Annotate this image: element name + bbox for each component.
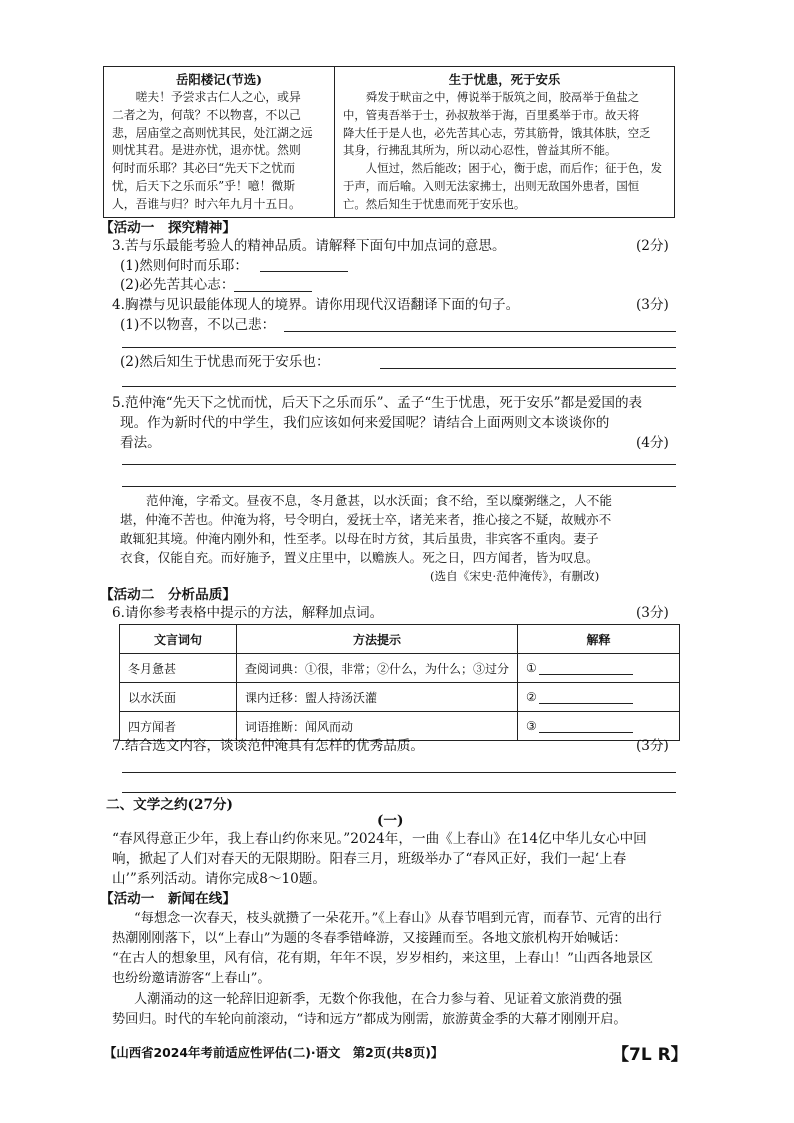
- passage-line-4: 衣食，仅能自充。而好施予，置义庄里中，以赡族人。死之日，四方闻者，皆为叹息。: [120, 550, 599, 565]
- q7-answer-line-1[interactable]: [122, 772, 676, 773]
- table-row: [120, 654, 680, 683]
- shengyuyouhuan-column: [335, 67, 674, 217]
- table-cell-phrase: 以水沃面: [120, 683, 237, 712]
- passage-line-3: 敢辄犯其境。仲淹内刚外和，性至孝。以母在时方贫，其后虽贵，非宾客不重肉。妻子: [120, 531, 599, 546]
- q5-line-3: 看法。: [120, 435, 161, 451]
- passage-source: (选自《宋史·范仲淹传》，有删改): [430, 569, 600, 583]
- q5-answer-line-1[interactable]: [122, 464, 676, 465]
- footer-code: 【7L R】: [612, 1045, 688, 1065]
- q3-answer-line-1[interactable]: [260, 271, 348, 272]
- shengyuyouhuan-title: 生于忧患，死于安乐: [448, 72, 561, 87]
- table-cell-answer[interactable]: ②: [518, 683, 680, 712]
- q3-answer-line-2[interactable]: [234, 291, 312, 292]
- footer-info: 【山西省2024年考前适应性评估(二)·语文 第2页(共8页)】: [104, 1045, 444, 1060]
- q7-score: (3分): [636, 738, 669, 754]
- table-cell-phrase: 四方闻者: [120, 712, 237, 741]
- section2-sub: (一): [377, 813, 404, 829]
- answer-line[interactable]: [539, 690, 633, 704]
- q4-text: 4.胸襟与见识最能体现人的境界。请你用现代汉语翻译下面的句子。: [112, 297, 520, 313]
- q4-score: (3分): [636, 297, 669, 313]
- q5-score: (4分): [636, 435, 669, 451]
- table-header-cell: 文言词句: [120, 625, 237, 654]
- activity2-heading: 【活动二 分析品质】: [100, 587, 236, 603]
- table-cell-phrase: 冬月惫甚: [120, 654, 237, 683]
- section2-intro-1: “春风得意正少年，我上春山约你来见。”2024年，一曲《上春山》在14亿中华儿女心中回: [112, 831, 647, 847]
- yueyanglouji-text: 嗟夫！予尝求古仁人之心，或异 二者之为，何哉？不以物喜，不以己 悲，居庙堂之高则忧其民，处江湖之远 则忧其君。是进亦忧，退亦忧。然则 何时而乐耶？其必曰“先天下之忧而 忧，后天下之乐而乐”乎！噫！微斯 人，吾谁与归？时六年九月十五日。: [112, 90, 313, 211]
- reading-texts-box: [103, 66, 675, 218]
- news-line-1: “每想念一次春天，枝头就攒了一朵花开。”《上春山》从春节唱到元宵，而春节、元宵的出行: [134, 911, 662, 926]
- table-cell-hint: 课内迁移：盥人持汤沃灌: [237, 683, 518, 712]
- q5-answer-line-2[interactable]: [122, 486, 676, 487]
- yueyanglouji-column: [104, 67, 334, 217]
- answer-line[interactable]: [539, 661, 633, 675]
- q6-table: [119, 624, 680, 741]
- q4-answer-line-2[interactable]: [122, 347, 676, 348]
- table-header-cell: 解释: [518, 625, 680, 654]
- news-line-4: 也纷纷邀请游客“上春山”。: [112, 971, 271, 986]
- q7-text: 7.结合选文内容，谈谈范仲淹具有怎样的优秀品质。: [112, 738, 425, 754]
- table-cell-hint: 查阅词典：①很，非常；②什么，为什么；③过分: [237, 654, 518, 683]
- q4-item-1: (1)不以物喜，不以己悲：: [120, 317, 276, 333]
- table-cell-answer[interactable]: ③: [518, 712, 680, 741]
- yueyanglouji-title: 岳阳楼记(节选): [175, 72, 263, 87]
- section2-intro-3: 山’”系列活动。请你完成8～10题。: [112, 871, 326, 887]
- table-row: [120, 683, 680, 712]
- section2-activity-heading: 【活动一 新闻在线】: [100, 891, 236, 907]
- table-header-row: [120, 625, 680, 654]
- q4-answer-line-4[interactable]: [122, 386, 676, 387]
- section2-intro-2: 响，掀起了人们对春天的无限期盼。阳春三月，班级举办了“春风正好，我们一起‘上春: [112, 851, 627, 867]
- table-header-cell: 方法提示: [237, 625, 518, 654]
- table-cell-answer[interactable]: ①: [518, 654, 680, 683]
- passage-line-1: 范仲淹，字希文。昼夜不息，冬月惫甚，以水沃面；食不给，至以糜粥继之，人不能: [146, 493, 612, 508]
- news-line-6: 势回归。时代的车轮向前滚动，“诗和远方”都成为刚需，旅游黄金季的大幕才刚刚开启。: [112, 1012, 627, 1027]
- news-line-5: 人潮涌动的这一轮辞旧迎新季，无数个你我他，在合力参与着、见证着文旅消费的强: [134, 992, 622, 1007]
- q4-answer-line-3[interactable]: [380, 368, 676, 369]
- passage-line-2: 堪，仲淹不苦也。仲淹为将，号令明白，爱抚士卒，诸羌来者，推心接之不疑，故贼亦不: [120, 512, 612, 527]
- q5-line-2: 现。作为新时代的中学生，我们应该如何来爱国呢？请结合上面两则文本谈谈你的: [120, 415, 610, 431]
- q6-text: 6.请你参考表格中提示的方法，解释加点词。: [112, 605, 384, 621]
- q3-text: 3.苦与乐最能考验人的精神品质。请解释下面句中加点词的意思。: [112, 238, 506, 254]
- shengyuyouhuan-text: 舜发于畎亩之中，傅说举于版筑之间，胶鬲举于鱼盐之 中，管夷吾举于士，孙叔敖举于海，百里奚举于市。故天将 降大任于是人也，必先苦其心志，劳其筋骨，饿其体肤，空乏 其身，行拂乱其所为，所以动心忍性，曾益其所不能。 人恒过，然后能改；困于心，衡于虑，而后作；征于色，发 于声，而后喻。入则无法家拂士，出则无敌国外患者，国恒 亡。然后知生于忧患而死于安乐也。: [343, 90, 662, 211]
- q3-item-2: (2)必先苦其心志：: [120, 277, 235, 293]
- q5-line-1: 5.范仲淹“先天下之忧而忧，后天下之乐而乐”、孟子“生于忧患，死于安乐”都是爱国的表: [112, 395, 643, 411]
- answer-line[interactable]: [539, 719, 633, 733]
- q6-score: (3分): [636, 605, 669, 621]
- table-cell-hint: 词语推断：闻风而动: [237, 712, 518, 741]
- activity1-heading: 【活动一 探究精神】: [100, 220, 236, 236]
- section2-heading: 二、文学之约(27分): [106, 797, 233, 813]
- q3-item-1: (1)然则何时而乐耶：: [120, 258, 249, 274]
- news-line-3: “在古人的想象里，风有信，花有期，年年不误，岁岁相约，来这里，上春山！”山西各地景区: [112, 951, 653, 966]
- q4-item-2: (2)然后知生于忧患而死于安乐也：: [120, 354, 330, 370]
- q3-score: (2分): [636, 238, 669, 254]
- q7-answer-line-2[interactable]: [122, 792, 676, 793]
- q4-answer-line-1[interactable]: [284, 331, 676, 332]
- news-line-2: 热潮刚刚落下，以“上春山”为题的冬春季错峰游，又接踵而至。各地文旅机构开始喊话：: [112, 931, 627, 946]
